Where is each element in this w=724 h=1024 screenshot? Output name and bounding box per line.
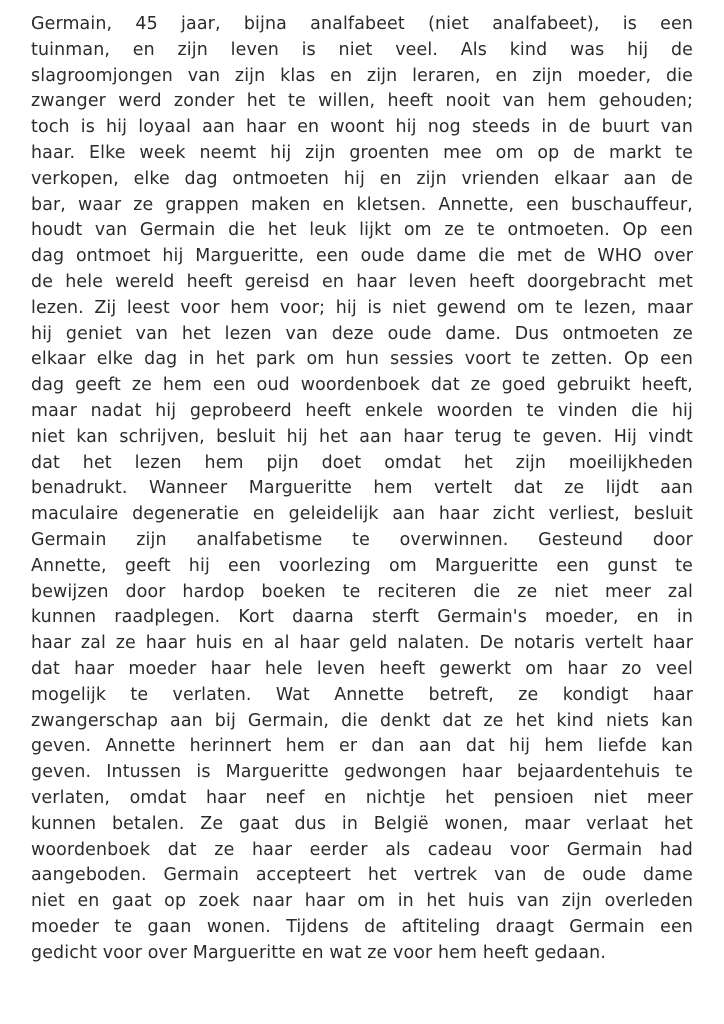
text-line: Germain, 45 jaar, bijna analfabeet (niet analfabeet), is een [31, 14, 693, 34]
text-line: mogelijk te verlaten. Wat Annette betreft, ze kondigt haar [31, 684, 693, 705]
text-line: haar zal ze haar huis en al haar geld nalaten. De notaris vertelt haar [31, 633, 693, 654]
text-line: toch is hij loyaal aan haar en woont hij nog steeds in de buurt van [31, 117, 693, 138]
text-line: de hele wereld heeft gereisd en haar leven heeft doorgebracht met [31, 271, 693, 292]
text-line: dag ontmoet hij Margueritte, een oude dame die met de WHO over [31, 246, 693, 267]
text-line: dag geeft ze hem een oud woordenboek dat ze goed gebruikt heeft, [31, 375, 693, 396]
text-line: kunnen raadplegen. Kort daarna sterft Germain's moeder, en in [31, 607, 693, 628]
text-line: kunnen betalen. Ze gaat dus in België wonen, maar verlaat het [31, 813, 693, 834]
text-line: niet kan schrijven, besluit hij het aan haar terug te geven. Hij vindt [31, 426, 693, 447]
text-line: dat het lezen hem pijn doet omdat het zijn moeilijkheden [31, 452, 693, 473]
text-line: zwanger werd zonder het te willen, heeft nooit van hem gehouden; [31, 91, 693, 112]
text-line: moeder te gaan wonen. Tijdens de aftiteling draagt Germain een [31, 916, 693, 937]
text-line: elkaar elke dag in het park om hun sessies voort te zetten. Op een [31, 349, 693, 370]
text-line: haar. Elke week neemt hij zijn groenten mee om op de markt te [31, 142, 693, 163]
text-line: aangeboden. Germain accepteert het vertrek van de oude dame [31, 865, 693, 886]
text-line: Annette, geeft hij een voorlezing om Margueritte een gunst te [31, 555, 693, 576]
text-line: maar nadat hij geprobeerd heeft enkele woorden te vinden die hij [31, 400, 693, 421]
text-line: dat haar moeder haar hele leven heeft gewerkt om haar zo veel [31, 658, 693, 679]
text-line: gedicht voor over Margueritte en wat ze voor hem heeft gedaan. [31, 942, 607, 963]
body-paragraph [31, 12, 693, 966]
text-line: slagroomjongen van zijn klas en zijn leraren, en zijn moeder, die [31, 65, 693, 86]
text-line: benadrukt. Wanneer Margueritte hem vertelt dat ze lijdt aan [31, 478, 693, 499]
text-line: geven. Intussen is Margueritte gedwongen haar bejaardentehuis te [31, 762, 693, 783]
text-line: Germain zijn analfabetisme te overwinnen. Gesteund door [31, 529, 693, 550]
text-line: bewijzen door hardop boeken te reciteren die ze niet meer zal [31, 581, 693, 602]
text-line: verlaten, omdat haar neef en nichtje het pensioen niet meer [31, 787, 693, 808]
text-line: woordenboek dat ze haar eerder als cadeau voor Germain had [31, 839, 693, 860]
text-line: houdt van Germain die het leuk lijkt om ze te ontmoeten. Op een [31, 220, 693, 241]
text-line: geven. Annette herinnert hem er dan aan dat hij hem liefde kan [31, 736, 693, 757]
text-line: niet en gaat op zoek naar haar om in het huis van zijn overleden [31, 891, 693, 912]
text-line: hij geniet van het lezen van deze oude dame. Dus ontmoeten ze [31, 323, 693, 344]
text-line: maculaire degeneratie en geleidelijk aan haar zicht verliest, besluit [31, 504, 693, 525]
text-line: bar, waar ze grappen maken en kletsen. Annette, een buschauffeur, [31, 194, 693, 215]
text-line: verkopen, elke dag ontmoeten hij en zijn vrienden elkaar aan de [31, 168, 693, 189]
text-line: zwangerschap aan bij Germain, die denkt dat ze het kind niets kan [31, 710, 693, 731]
text-line: lezen. Zij leest voor hem voor; hij is niet gewend om te lezen, maar [31, 297, 693, 318]
text-line: tuinman, en zijn leven is niet veel. Als kind was hij de [31, 39, 693, 60]
